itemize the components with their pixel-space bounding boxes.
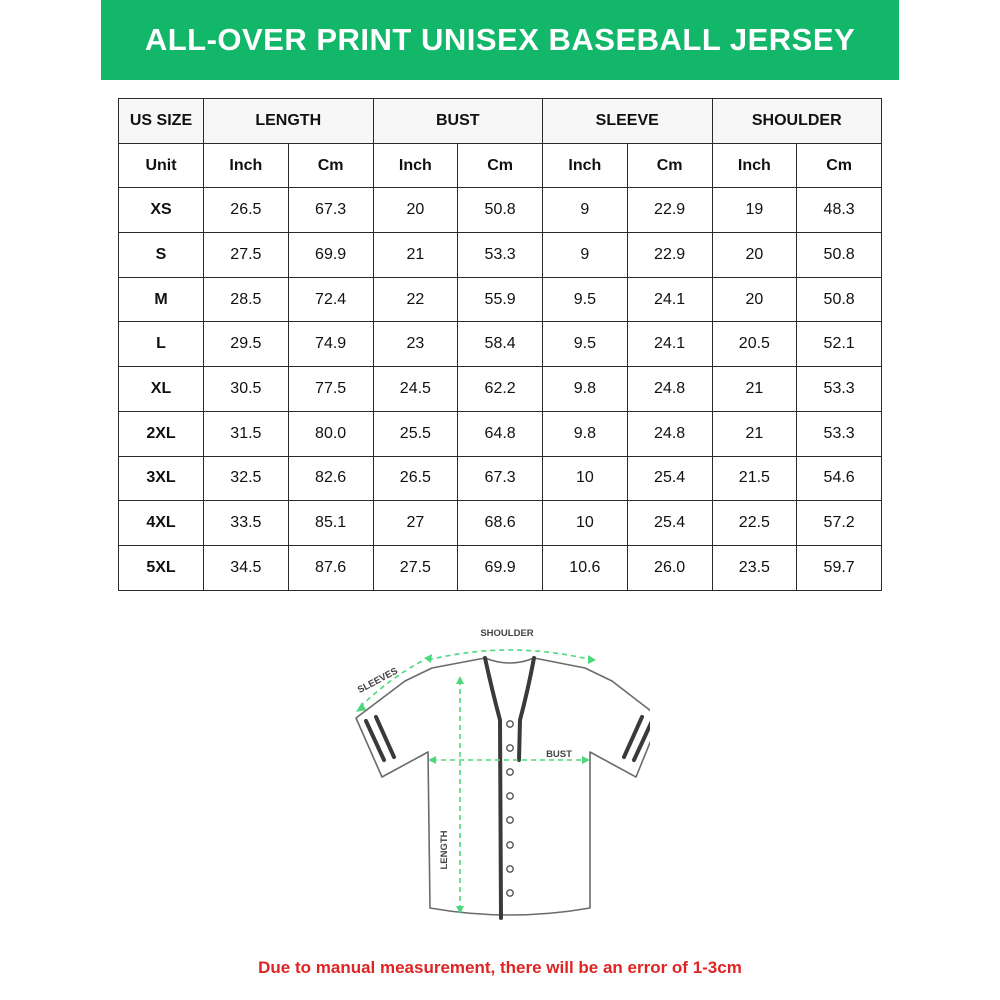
unit-cell: Cm <box>627 143 712 188</box>
size-cell: S <box>119 233 204 278</box>
value-cell: 9.5 <box>543 322 628 367</box>
value-cell: 24.5 <box>373 367 458 412</box>
value-cell: 20.5 <box>712 322 797 367</box>
unit-row <box>119 143 882 188</box>
table-row <box>119 322 882 367</box>
table-header-row <box>119 99 882 144</box>
unit-cell: Cm <box>288 143 373 188</box>
value-cell: 57.2 <box>797 501 882 546</box>
value-cell: 26.5 <box>204 188 289 233</box>
value-cell: 9.8 <box>543 367 628 412</box>
value-cell: 22.5 <box>712 501 797 546</box>
value-cell: 69.9 <box>288 233 373 278</box>
value-cell: 9 <box>543 188 628 233</box>
value-cell: 26.0 <box>627 545 712 590</box>
value-cell: 21 <box>712 411 797 456</box>
table-row <box>119 545 882 590</box>
value-cell: 87.6 <box>288 545 373 590</box>
value-cell: 31.5 <box>204 411 289 456</box>
value-cell: 33.5 <box>204 501 289 546</box>
value-cell: 25.4 <box>627 501 712 546</box>
size-cell: 3XL <box>119 456 204 501</box>
bust-label: BUST <box>546 749 572 760</box>
value-cell: 29.5 <box>204 322 289 367</box>
length-label: LENGTH <box>439 830 450 870</box>
shoulder-label: SHOULDER <box>480 628 534 639</box>
value-cell: 20 <box>712 277 797 322</box>
unit-cell: Inch <box>543 143 628 188</box>
value-cell: 10 <box>543 501 628 546</box>
value-cell: 22.9 <box>627 233 712 278</box>
value-cell: 24.8 <box>627 411 712 456</box>
value-cell: 24.1 <box>627 277 712 322</box>
value-cell: 26.5 <box>373 456 458 501</box>
value-cell: 25.4 <box>627 456 712 501</box>
value-cell: 48.3 <box>797 188 882 233</box>
value-cell: 80.0 <box>288 411 373 456</box>
value-cell: 32.5 <box>204 456 289 501</box>
value-cell: 53.3 <box>458 233 543 278</box>
value-cell: 23.5 <box>712 545 797 590</box>
value-cell: 64.8 <box>458 411 543 456</box>
jersey-outline <box>356 658 650 915</box>
value-cell: 69.9 <box>458 545 543 590</box>
title-banner <box>101 0 899 80</box>
value-cell: 67.3 <box>458 456 543 501</box>
unit-cell: Inch <box>204 143 289 188</box>
value-cell: 22.9 <box>627 188 712 233</box>
unit-cell: Cm <box>797 143 882 188</box>
value-cell: 34.5 <box>204 545 289 590</box>
value-cell: 10.6 <box>543 545 628 590</box>
value-cell: 74.9 <box>288 322 373 367</box>
size-cell: 2XL <box>119 411 204 456</box>
table-row <box>119 501 882 546</box>
table-row <box>119 367 882 412</box>
value-cell: 58.4 <box>458 322 543 367</box>
value-cell: 85.1 <box>288 501 373 546</box>
unit-label: Unit <box>119 143 204 188</box>
value-cell: 62.2 <box>458 367 543 412</box>
table-row <box>119 188 882 233</box>
value-cell: 27 <box>373 501 458 546</box>
value-cell: 9.8 <box>543 411 628 456</box>
value-cell: 30.5 <box>204 367 289 412</box>
size-header: US SIZE <box>119 99 204 144</box>
table-row <box>119 277 882 322</box>
size-cell: M <box>119 277 204 322</box>
size-cell: L <box>119 322 204 367</box>
group-header-length: LENGTH <box>204 99 374 144</box>
unit-cell: Inch <box>373 143 458 188</box>
value-cell: 22 <box>373 277 458 322</box>
unit-cell: Inch <box>712 143 797 188</box>
value-cell: 25.5 <box>373 411 458 456</box>
value-cell: 24.8 <box>627 367 712 412</box>
page-title: ALL-OVER PRINT UNISEX BASEBALL JERSEY <box>144 22 856 57</box>
value-cell: 28.5 <box>204 277 289 322</box>
value-cell: 9.5 <box>543 277 628 322</box>
value-cell: 20 <box>712 233 797 278</box>
shoulder-measure-line <box>428 650 592 660</box>
value-cell: 50.8 <box>458 188 543 233</box>
size-chart-table <box>118 98 882 591</box>
value-cell: 23 <box>373 322 458 367</box>
table-row <box>119 456 882 501</box>
value-cell: 27.5 <box>204 233 289 278</box>
value-cell: 55.9 <box>458 277 543 322</box>
value-cell: 20 <box>373 188 458 233</box>
unit-cell: Cm <box>458 143 543 188</box>
group-header-shoulder: SHOULDER <box>712 99 882 144</box>
value-cell: 27.5 <box>373 545 458 590</box>
value-cell: 21 <box>712 367 797 412</box>
size-cell: 5XL <box>119 545 204 590</box>
value-cell: 53.3 <box>797 411 882 456</box>
value-cell: 9 <box>543 233 628 278</box>
measurement-error-note: Due to manual measurement, there will be an error of 1-3cm <box>258 958 742 977</box>
group-header-sleeve: SLEEVE <box>543 99 713 144</box>
value-cell: 59.7 <box>797 545 882 590</box>
size-cell: XL <box>119 367 204 412</box>
value-cell: 10 <box>543 456 628 501</box>
value-cell: 21 <box>373 233 458 278</box>
value-cell: 53.3 <box>797 367 882 412</box>
value-cell: 21.5 <box>712 456 797 501</box>
value-cell: 19 <box>712 188 797 233</box>
value-cell: 54.6 <box>797 456 882 501</box>
size-cell: 4XL <box>119 501 204 546</box>
jersey-measurement-diagram <box>350 615 650 930</box>
value-cell: 67.3 <box>288 188 373 233</box>
size-cell: XS <box>119 188 204 233</box>
value-cell: 52.1 <box>797 322 882 367</box>
value-cell: 68.6 <box>458 501 543 546</box>
value-cell: 50.8 <box>797 277 882 322</box>
table-row <box>119 411 882 456</box>
sleeves-label: SLEEVES <box>355 665 400 696</box>
value-cell: 77.5 <box>288 367 373 412</box>
group-header-bust: BUST <box>373 99 543 144</box>
table-row <box>119 233 882 278</box>
value-cell: 50.8 <box>797 233 882 278</box>
value-cell: 24.1 <box>627 322 712 367</box>
value-cell: 82.6 <box>288 456 373 501</box>
value-cell: 72.4 <box>288 277 373 322</box>
